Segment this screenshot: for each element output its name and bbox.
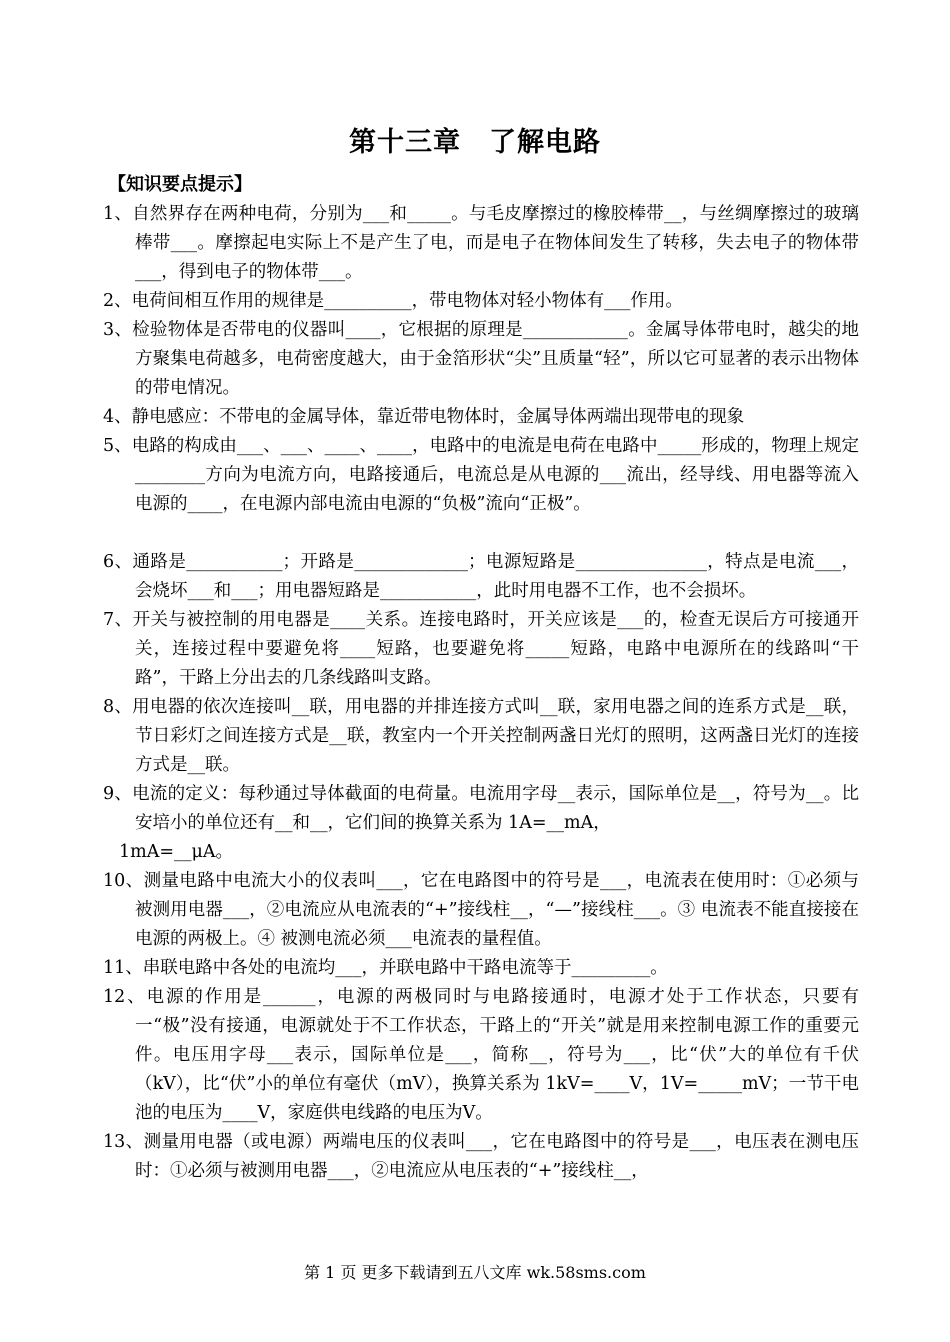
list-item: 7、开关与被控制的用电器是____关系。连接电路时，开关应该是___的，检查无误后方可接通开关，连接过程中要避免将____短路，也要避免将_____短路，电路中电源所在的线路叫“干路”，干路上分出去的几条线路叫支路。 bbox=[103, 610, 859, 688]
list-item: 4、静电感应：不带电的金属导体，靠近带电物体时，金属导体两端出现带电的现象 bbox=[103, 407, 745, 427]
question-list bbox=[103, 200, 859, 1186]
list-item-continuation: 1mA=__μA。 bbox=[119, 842, 234, 862]
list-item: 1、自然界存在两种电荷，分别为___和_____。与毛皮摩擦过的橡胶棒带__，与丝绸摩擦过的玻璃棒带___。摩擦起电实际上不是产生了电，而是电子在物体间发生了转移，失去电子的物体带___，得到电子的物体带___。 bbox=[103, 204, 859, 282]
section-heading: 【知识要点提示】 bbox=[108, 174, 252, 195]
list-item: 3、检验物体是否带电的仪器叫____，它根据的原理是____________。金属导体带电时，越尖的地方聚集电荷越多，电荷密度越大，由于金箔形状“尖”且质量“轻”，所以它可显著的表示出物体的带电情况。 bbox=[103, 320, 859, 398]
list-item: 11、串联电路中各处的电流均___，并联电路中干路电流等于_________。 bbox=[103, 958, 668, 978]
list-item: 5、电路的构成由___、___、____、____，电路中的电流是电荷在电路中_____形成的，物理上规定________方向为电流方向，电路接通后，电流总是从电源的___流出，经导线、用电器等流入电源的____，在电源内部电流由电源的“负极”流向“正极”。 bbox=[103, 436, 859, 514]
list-item: 9、电流的定义：每秒通过导体截面的电荷量。电流用字母__表示，国际单位是__，符号为__。比安培小的单位还有__和__，它们间的换算关系为 1A=__mA， bbox=[103, 784, 859, 833]
list-item: 10、测量电路中电流大小的仪表叫___，它在电路图中的符号是___，电流表在使用时：①必须与被测用电器___，②电流应从电流表的“+”接线柱__，“—”接线柱___。③ 电流表不能直接接在电源的两极上。④ 被测电流必须___电流表的量程值。 bbox=[103, 871, 859, 949]
page-title: 第十三章 了解电路 bbox=[349, 127, 601, 158]
list-item: 8、用电器的依次连接叫__联，用电器的并排连接方式叫__联，家用电器之间的连系方式是__联，节日彩灯之间连接方式是__联，教室内一个开关控制两盏日光灯的照明，这两盏日光灯的连接方式是__联。 bbox=[103, 697, 859, 775]
list-item: 13、测量用电器（或电源）两端电压的仪表叫___，它在电路图中的符号是___，电压表在测电压时：①必须与被测用电器___，②电流应从电压表的“+”接线柱__， bbox=[103, 1132, 859, 1181]
list-item: 6、通路是___________；开路是_____________；电源短路是_______________，特点是电流___，会烧坏___和___；用电器短路是___________，此时用电器不工作，也不会损坏。 bbox=[103, 552, 859, 601]
list-item: 12、电源的作用是______，电源的两极同时与电路接通时，电源才处于工作状态，只要有一“极”没有接通，电源就处于不工作状态，干路上的“开关”就是用来控制电源工作的重要元件。电压用字母___表示，国际单位是___，简称__，符号为___，比“伏”大的单位有千伏（kV），比“伏”小的单位有毫伏（mV），换算关系为 1kV=____V，1V=_____mV；一节干电池的电压为____V，家庭供电线路的电压为V。 bbox=[103, 987, 859, 1123]
page-footer: 第 1 页 更多下载请到五八文库 wk.58sms.com bbox=[304, 1263, 646, 1282]
list-item: 2、电荷间相互作用的规律是__________，带电物体对轻小物体有___作用。 bbox=[103, 291, 683, 311]
